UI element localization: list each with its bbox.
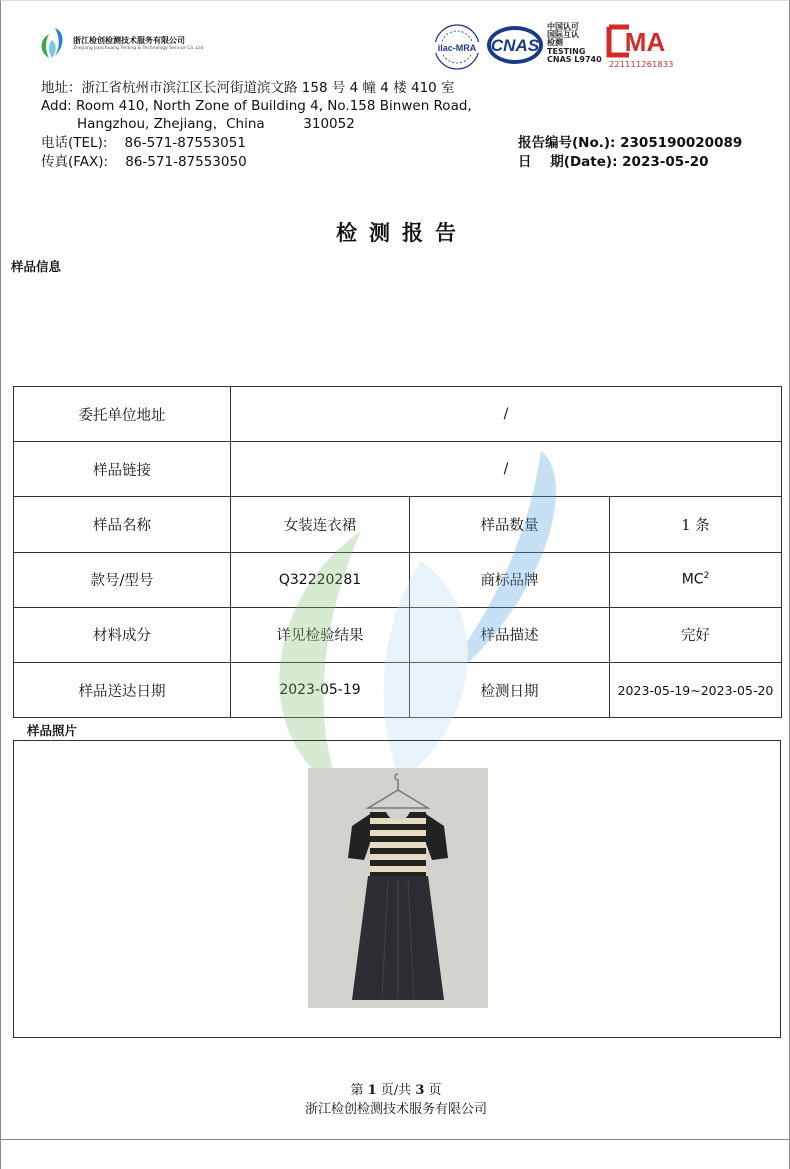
table-row [14,607,782,662]
ilac-text: ilac-MRA [437,43,477,53]
ma-text: MA [624,27,666,57]
address-en-line1: Add: Room 410, North Zone of Building 4, No.158 Binwen Road, [41,98,472,114]
test-date-label: 检测日期 [410,662,610,717]
style-number-label: 款号/型号 [14,552,231,607]
fax: 传真(FAX): 86-571-87553050 [41,154,247,170]
material-label: 材料成分 [14,607,231,662]
brand-label: 商标品牌 [410,552,610,607]
sample-info-label: 样品信息 [11,259,62,274]
address-en-line2: Hangzhou, Zhejiang，China 310052 [77,116,355,132]
table-row [14,662,782,717]
cnas-logo-icon [485,23,545,67]
brand-name: MC [681,571,704,588]
page-total: 3 [415,1083,425,1098]
dress-photo [308,768,488,1008]
sample-info-table [13,386,782,718]
footer-company: 浙江检创检测技术服务有限公司 [304,1102,487,1117]
report-title: 检测报告 [336,220,468,245]
table-row [14,497,782,552]
sample-description-value: 完好 [610,607,782,662]
receive-date-value: 2023-05-19 [231,662,410,717]
sample-photo-box [13,740,781,1038]
sample-link-label: 样品链接 [14,442,231,497]
table-row [14,442,782,497]
cnas-accreditation-text: 中国认可 国际互认 检测 TESTING CNAS L9740 [547,22,602,64]
cma-number: 221111261833 [609,60,674,69]
sample-name-label: 样品名称 [14,497,231,552]
test-date-value: 2023-05-19~2023-05-20 [610,662,782,717]
bottom-divider [1,1139,790,1140]
client-address-value: / [231,387,782,442]
telephone: 电话(TEL): 86-571-87553051 [41,135,246,151]
sample-quantity-value: 1 条 [610,497,782,552]
page-current: 1 [367,1083,377,1098]
brand-value [610,552,782,607]
report-number: 报告编号(No.): 2305190020089 [518,135,743,151]
sample-description-label: 样品描述 [410,607,610,662]
company-name-zh: 浙江检创检测技术服务有限公司 [73,36,185,45]
sample-photo-label: 样品照片 [27,723,78,738]
page-middle: 页/共 [376,1083,416,1098]
page-suffix: 页 [424,1083,442,1098]
ilac-mra-logo-icon [431,23,483,71]
sample-link-value: / [231,442,782,497]
client-address-label: 委托单位地址 [14,387,231,442]
company-logo-icon [35,26,69,60]
page-indicator [1,1079,790,1098]
sample-quantity-label: 样品数量 [410,497,610,552]
brand-superscript: 2 [703,571,710,582]
cma-logo-icon [605,21,671,61]
table-row [14,552,782,607]
material-value: 详见检验结果 [231,607,410,662]
sample-name-value: 女装连衣裙 [231,497,410,552]
page-prefix: 第 [350,1083,368,1098]
company-name-en: Zhejiang Jianchuang Testing & Technology Service Co.,Ltd [73,46,204,51]
receive-date-label: 样品送达日期 [14,662,231,717]
table-row [14,387,782,442]
cnas-logo-text: CNAS [490,36,540,55]
address-zh: 地址：浙江省杭州市滨江区长河街道滨文路 158 号 4 幢 4 楼 410 室 [41,80,455,96]
report-date: 日 期(Date): 2023-05-20 [518,154,709,170]
style-number-value: Q32220281 [231,552,410,607]
